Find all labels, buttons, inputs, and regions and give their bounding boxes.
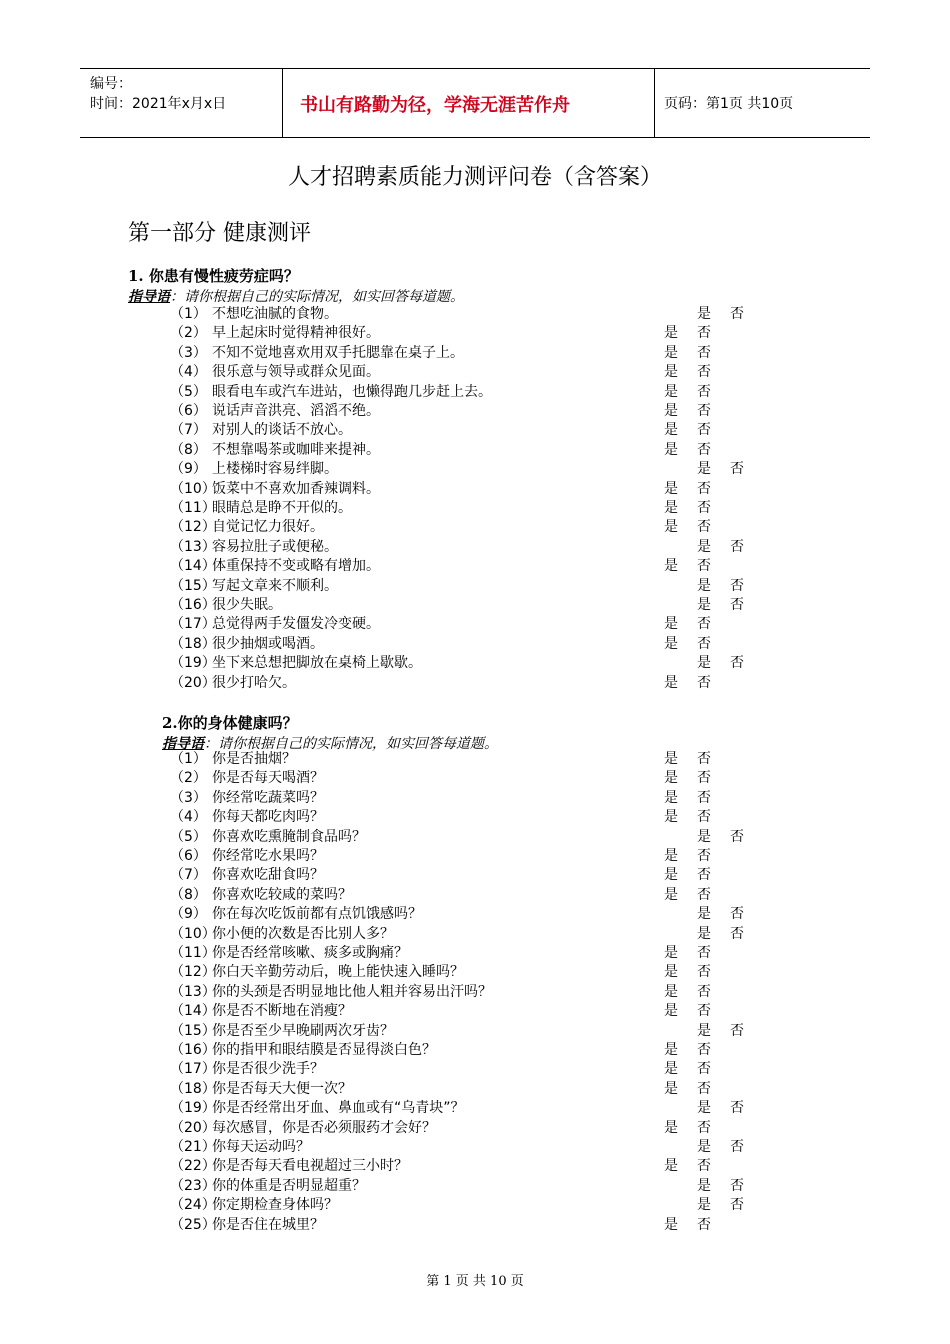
answer-no-option[interactable]: 否 — [697, 1003, 711, 1020]
answer-no-option[interactable]: 否 — [697, 964, 711, 981]
question-number: （12） — [170, 964, 216, 981]
question-row — [0, 1119, 950, 1138]
answer-no-option[interactable]: 否 — [697, 480, 711, 497]
answer-yes-option[interactable]: 是 — [664, 770, 678, 787]
question-row — [0, 383, 950, 402]
question-row — [0, 577, 950, 596]
header-motto: 书山有路勤为径，学海无涯苦作舟 — [300, 95, 570, 116]
question-text: 写起文章来不顺利。 — [212, 577, 338, 594]
question-row — [0, 828, 950, 847]
question-text: 你的头颈是否明显地比他人粗并容易出汗吗？ — [212, 983, 492, 1000]
question-text: 自觉记忆力很好。 — [212, 519, 324, 536]
answer-yes-option[interactable]: 是 — [664, 964, 678, 981]
answer-yes-option[interactable]: 是 — [664, 558, 678, 575]
question-number: （9） — [170, 461, 207, 478]
question-row — [0, 324, 950, 343]
question-text: 不想靠喝茶或咖啡来提神。 — [212, 441, 380, 458]
question-number: （20） — [170, 674, 216, 691]
question-number: （14） — [170, 558, 216, 575]
question-row — [0, 905, 950, 924]
answer-no-option[interactable]: 否 — [730, 1100, 744, 1117]
answer-no-option[interactable]: 否 — [697, 383, 711, 400]
question-number: （23） — [170, 1177, 216, 1194]
question-text: 你是否很少洗手？ — [212, 1061, 324, 1078]
question-text: 你喜欢吃较咸的菜吗？ — [212, 886, 352, 903]
question-row — [0, 886, 950, 905]
answer-yes-option[interactable]: 是 — [697, 1177, 711, 1194]
question-row — [0, 866, 950, 885]
guide-label: 指导语 — [128, 289, 170, 305]
question-number: （20） — [170, 1119, 216, 1136]
question-text: 容易拉肚子或便秘。 — [212, 538, 338, 555]
question-number: （7） — [170, 422, 207, 439]
answer-no-option[interactable]: 否 — [697, 519, 711, 536]
part-heading: 第一部分 健康测评 — [128, 221, 311, 246]
page-footer: 第 1 页 共 10 页 — [426, 1274, 524, 1289]
guide-text: ：请你根据自己的实际情况，如实回答每道题。 — [170, 289, 464, 305]
answer-no-option[interactable]: 否 — [697, 770, 711, 787]
document-time-label: 时间：2021年x月x日 — [90, 96, 227, 112]
question-row — [0, 1177, 950, 1196]
question-number: （22） — [170, 1158, 216, 1175]
header-divider — [282, 69, 283, 137]
question-text: 你是否至少早晚刷两次牙齿？ — [212, 1022, 394, 1039]
question-row — [0, 460, 950, 479]
question-row — [0, 1041, 950, 1060]
answer-yes-option[interactable]: 是 — [664, 809, 678, 826]
question-text: 你是否经常出牙血、鼻血或有“乌青块”？ — [212, 1100, 465, 1117]
answer-yes-option[interactable]: 是 — [664, 1158, 678, 1175]
question-row — [0, 1002, 950, 1021]
question-row — [0, 847, 950, 866]
question-row — [0, 480, 950, 499]
question-text: 不想吃油腻的食物。 — [212, 306, 338, 322]
answer-no-option[interactable]: 否 — [697, 422, 711, 439]
answer-no-option[interactable]: 否 — [697, 1216, 711, 1233]
answer-no-option[interactable]: 否 — [697, 983, 711, 1000]
answer-yes-option[interactable]: 是 — [664, 441, 678, 458]
answer-no-option[interactable]: 否 — [697, 325, 711, 342]
question-text: 你经常吃蔬菜吗？ — [212, 789, 324, 806]
question-number: （15） — [170, 577, 216, 594]
answer-yes-option[interactable]: 是 — [697, 1197, 711, 1214]
section2-title: 2.你的身体健康吗？ — [162, 714, 298, 732]
question-text: 你的体重是否明显超重？ — [212, 1177, 366, 1194]
question-number: （13） — [170, 983, 216, 1000]
question-row — [0, 305, 950, 324]
question-row — [0, 983, 950, 1002]
question-row — [0, 615, 950, 634]
document-number-label: 编号： — [90, 76, 132, 92]
question-row — [0, 1080, 950, 1099]
question-row — [0, 789, 950, 808]
question-text: 你是否抽烟？ — [212, 751, 296, 767]
question-row — [0, 1138, 950, 1157]
question-text: 很少失眠。 — [212, 597, 282, 613]
question-text: 不知不觉地喜欢用双手托腮靠在桌子上。 — [212, 344, 464, 361]
answer-no-option[interactable]: 否 — [697, 635, 711, 652]
answer-yes-option[interactable]: 是 — [664, 848, 678, 864]
question-text: 每次感冒，你是否必须服药才会好？ — [212, 1119, 436, 1136]
answer-no-option[interactable]: 否 — [697, 674, 711, 691]
question-number: （19） — [170, 1100, 216, 1117]
question-text: 你定期检查身体吗？ — [212, 1197, 338, 1214]
question-text: 你是否每天喝酒？ — [212, 770, 324, 787]
answer-yes-option[interactable]: 是 — [664, 867, 678, 884]
answer-yes-option[interactable]: 是 — [664, 344, 678, 361]
section1-title: 1. 你患有慢性疲劳症吗？ — [128, 267, 299, 285]
guide-text: ：请你根据自己的实际情况，如实回答每道题。 — [204, 736, 498, 752]
question-row — [0, 421, 950, 440]
answer-no-option[interactable]: 否 — [697, 1158, 711, 1175]
answer-yes-option[interactable]: 是 — [664, 1119, 678, 1136]
answer-no-option[interactable]: 否 — [697, 886, 711, 903]
question-number: （2） — [170, 770, 207, 787]
answer-yes-option[interactable]: 是 — [697, 461, 711, 478]
answer-no-option[interactable]: 否 — [730, 577, 744, 594]
answer-yes-option[interactable]: 是 — [664, 1042, 678, 1058]
question-text: 饭菜中不喜欢加香辣调料。 — [212, 480, 380, 497]
question-text: 总觉得两手发僵发冷变硬。 — [212, 616, 380, 633]
question-number: （11） — [170, 945, 216, 961]
question-number: （8） — [170, 441, 207, 458]
answer-yes-option[interactable]: 是 — [664, 422, 678, 439]
answer-no-option[interactable]: 否 — [697, 867, 711, 884]
question-number: （19） — [170, 655, 216, 672]
answer-yes-option[interactable]: 是 — [697, 597, 711, 613]
answer-yes-option[interactable]: 是 — [697, 538, 711, 555]
question-text: 上楼梯时容易绊脚。 — [212, 461, 338, 478]
question-text: 你喜欢吃甜食吗？ — [212, 867, 324, 884]
question-row — [0, 674, 950, 693]
question-number: （25） — [170, 1216, 216, 1233]
question-text: 很少打哈欠。 — [212, 674, 296, 691]
answer-yes-option[interactable]: 是 — [664, 635, 678, 652]
question-text: 说话声音洪亮、滔滔不绝。 — [212, 403, 380, 419]
question-row — [0, 1022, 950, 1041]
question-text: 你在每次吃饭前都有点饥饿感吗？ — [212, 906, 422, 923]
header-page-label: 页码：第1页 共10页 — [664, 96, 794, 112]
question-number: （2） — [170, 325, 207, 342]
question-text: 你经常吃水果吗？ — [212, 848, 324, 864]
answer-yes-option[interactable]: 是 — [697, 655, 711, 672]
question-row — [0, 1196, 950, 1215]
answer-no-option[interactable]: 否 — [730, 1022, 744, 1039]
question-number: （1） — [170, 306, 207, 322]
answer-no-option[interactable]: 否 — [697, 809, 711, 826]
answer-yes-option[interactable]: 是 — [664, 945, 678, 961]
question-row — [0, 538, 950, 557]
answer-no-option[interactable]: 否 — [730, 828, 744, 845]
answer-no-option[interactable]: 否 — [730, 306, 744, 322]
question-text: 你的指甲和眼结膜是否显得淡白色？ — [212, 1042, 436, 1058]
answer-yes-option[interactable]: 是 — [664, 383, 678, 400]
answer-yes-option[interactable]: 是 — [697, 906, 711, 923]
question-text: 对别人的谈话不放心。 — [212, 422, 352, 439]
question-number: （4） — [170, 809, 207, 826]
question-text: 早上起床时觉得精神很好。 — [212, 325, 380, 342]
answer-no-option[interactable]: 否 — [697, 364, 711, 381]
question-row — [0, 654, 950, 673]
answer-yes-option[interactable]: 是 — [697, 1100, 711, 1117]
question-text: 坐下来总想把脚放在桌椅上歇歇。 — [212, 655, 422, 672]
question-number: （9） — [170, 906, 207, 923]
answer-no-option[interactable]: 否 — [697, 848, 711, 864]
section1-guide — [128, 286, 464, 306]
question-text: 你每天运动吗？ — [212, 1139, 310, 1155]
question-row — [0, 557, 950, 576]
question-text: 眼睛总是睁不开似的。 — [212, 500, 352, 516]
question-number: （17） — [170, 616, 216, 633]
question-number: （5） — [170, 828, 207, 845]
answer-no-option[interactable]: 否 — [730, 906, 744, 923]
answer-no-option[interactable]: 否 — [697, 558, 711, 575]
answer-yes-option[interactable]: 是 — [664, 364, 678, 381]
answer-yes-option[interactable]: 是 — [664, 983, 678, 1000]
question-number: （1） — [170, 751, 207, 767]
question-row — [0, 441, 950, 460]
answer-yes-option[interactable]: 是 — [664, 751, 678, 767]
answer-no-option[interactable]: 否 — [697, 1061, 711, 1078]
question-row — [0, 344, 950, 363]
answer-no-option[interactable]: 否 — [697, 1080, 711, 1097]
question-number: （16） — [170, 597, 216, 613]
answer-yes-option[interactable]: 是 — [697, 828, 711, 845]
answer-no-option[interactable]: 否 — [730, 461, 744, 478]
question-text: 你每天都吃肉吗？ — [212, 809, 324, 826]
question-text: 很少抽烟或喝酒。 — [212, 635, 324, 652]
question-text: 你是否每天大便一次？ — [212, 1080, 352, 1097]
answer-no-option[interactable]: 否 — [697, 616, 711, 633]
question-number: （3） — [170, 344, 207, 361]
question-number: （21） — [170, 1139, 216, 1155]
answer-yes-option[interactable]: 是 — [664, 480, 678, 497]
question-row — [0, 363, 950, 382]
question-text: 你喜欢吃熏腌制食品吗？ — [212, 828, 366, 845]
answer-yes-option[interactable]: 是 — [664, 1061, 678, 1078]
answer-yes-option[interactable]: 是 — [697, 1139, 711, 1155]
answer-no-option[interactable]: 否 — [730, 925, 744, 942]
question-number: （10） — [170, 925, 216, 942]
question-row — [0, 750, 950, 769]
answer-yes-option[interactable]: 是 — [664, 789, 678, 806]
question-text: 你小便的次数是否比别人多？ — [212, 925, 394, 942]
header-divider — [654, 69, 655, 137]
question-number: （5） — [170, 383, 207, 400]
answer-yes-option[interactable]: 是 — [697, 925, 711, 942]
answer-no-option[interactable]: 否 — [697, 441, 711, 458]
question-row — [0, 518, 950, 537]
answer-yes-option[interactable]: 是 — [697, 1022, 711, 1039]
answer-yes-option[interactable]: 是 — [664, 325, 678, 342]
question-text: 你是否住在城里？ — [212, 1216, 324, 1233]
answer-yes-option[interactable]: 是 — [664, 1216, 678, 1233]
answer-yes-option[interactable]: 是 — [697, 306, 711, 322]
question-row — [0, 402, 950, 421]
answer-no-option[interactable]: 否 — [697, 1042, 711, 1058]
answer-no-option[interactable]: 否 — [730, 1177, 744, 1194]
question-number: （16） — [170, 1042, 216, 1058]
question-number: （18） — [170, 635, 216, 652]
question-row — [0, 963, 950, 982]
question-text: 很乐意与领导或群众见面。 — [212, 364, 380, 381]
question-text: 你是否每天看电视超过三小时？ — [212, 1158, 408, 1175]
question-row — [0, 1157, 950, 1176]
guide-label: 指导语 — [162, 736, 204, 752]
answer-yes-option[interactable]: 是 — [664, 1003, 678, 1020]
question-number: （8） — [170, 886, 207, 903]
answer-yes-option[interactable]: 是 — [664, 674, 678, 691]
question-row — [0, 1216, 950, 1235]
answer-no-option[interactable]: 否 — [730, 538, 744, 555]
question-number: （4） — [170, 364, 207, 381]
answer-no-option[interactable]: 否 — [697, 1119, 711, 1136]
question-number: （11） — [170, 500, 216, 516]
question-number: （6） — [170, 848, 207, 864]
question-row — [0, 808, 950, 827]
question-text: 你白天辛勤劳动后，晚上能快速入睡吗？ — [212, 964, 464, 981]
answer-yes-option[interactable]: 是 — [664, 616, 678, 633]
header-table — [80, 68, 870, 138]
question-number: （14） — [170, 1003, 216, 1020]
question-number: （24） — [170, 1197, 216, 1214]
question-number: （10） — [170, 480, 216, 497]
question-row — [0, 1099, 950, 1118]
question-number: （7） — [170, 867, 207, 884]
answer-no-option[interactable]: 否 — [697, 751, 711, 767]
answer-no-option[interactable]: 否 — [697, 344, 711, 361]
answer-yes-option[interactable]: 是 — [664, 1080, 678, 1097]
question-row — [0, 596, 950, 615]
answer-no-option[interactable]: 否 — [730, 1139, 744, 1155]
answer-no-option[interactable]: 否 — [697, 789, 711, 806]
answer-yes-option[interactable]: 是 — [664, 403, 678, 419]
answer-no-option[interactable]: 否 — [697, 500, 711, 516]
document-title: 人才招聘素质能力测评问卷（含答案） — [287, 165, 662, 190]
answer-yes-option[interactable]: 是 — [664, 886, 678, 903]
question-text: 你是否不断地在消瘦？ — [212, 1003, 352, 1020]
question-number: （17） — [170, 1061, 216, 1078]
answer-yes-option[interactable]: 是 — [664, 519, 678, 536]
question-text: 体重保持不变或略有增加。 — [212, 558, 380, 575]
answer-no-option[interactable]: 否 — [697, 945, 711, 961]
question-number: （18） — [170, 1080, 216, 1097]
question-row — [0, 635, 950, 654]
answer-no-option[interactable]: 否 — [730, 655, 744, 672]
question-text: 眼看电车或汽车进站，也懒得跑几步赶上去。 — [212, 383, 492, 400]
answer-no-option[interactable]: 否 — [730, 1197, 744, 1214]
question-number: （6） — [170, 403, 207, 419]
answer-no-option[interactable]: 否 — [730, 597, 744, 613]
question-row — [0, 925, 950, 944]
answer-yes-option[interactable]: 是 — [664, 500, 678, 516]
question-number: （15） — [170, 1022, 216, 1039]
answer-no-option[interactable]: 否 — [697, 403, 711, 419]
question-row — [0, 499, 950, 518]
question-text: 你是否经常咳嗽、痰多或胸痛？ — [212, 945, 408, 961]
question-number: （12） — [170, 519, 216, 536]
question-number: （13） — [170, 538, 216, 555]
question-row — [0, 1060, 950, 1079]
question-row — [0, 944, 950, 963]
question-number: （3） — [170, 789, 207, 806]
question-row — [0, 769, 950, 788]
answer-yes-option[interactable]: 是 — [697, 577, 711, 594]
